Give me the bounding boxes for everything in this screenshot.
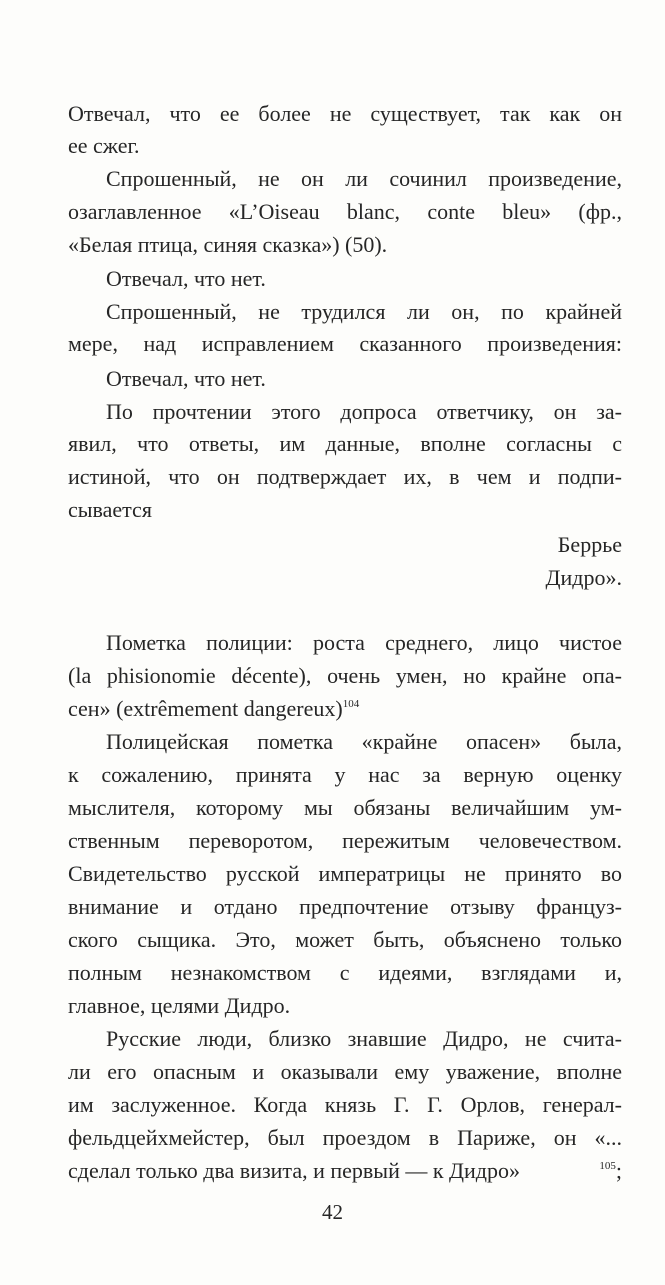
text-line: Спрошенный, не он ли сочинил произведение, — [106, 166, 622, 191]
text-line: озаглавленное «L’Oiseau blanc, conte bleu» (фр., — [68, 199, 622, 224]
text-line: истиной, что он подтверждает их, в чем и подпи- — [68, 464, 622, 489]
text-line: Полицейская пометка «крайне опасен» была, — [106, 729, 622, 754]
text-line: ского сыщика. Это, может быть, объяснено только — [68, 927, 622, 952]
text-line: полным незнакомством с идеями, взглядами и, — [68, 960, 622, 985]
text-line: сывается — [68, 497, 152, 522]
text-line: им заслуженное. Когда князь Г. Г. Орлов, генерал- — [68, 1092, 622, 1117]
text-line: Свидетельство русской императрицы не принято во — [68, 861, 622, 886]
text-line: Отвечал, что ее более не существует, так как он — [68, 101, 622, 126]
text-line: (la phisionomie décente), очень умен, но крайне опа- — [68, 663, 622, 688]
text-line: «Белая птица, синяя сказка») (50). — [68, 232, 388, 257]
text-line: к сожалению, принята у нас за верную оценку — [68, 762, 622, 787]
text-line: фельдцейхмейстер, был проездом в Париже, он «... — [68, 1125, 622, 1150]
footnote-ref: 104 — [342, 698, 360, 710]
text-line: мыслителя, которому мы обязаны величайшим ум- — [68, 795, 622, 820]
text-line: сен» (extrêmement dangereux)$^{104}$ — [68, 696, 360, 721]
page-number: 42 — [322, 1200, 343, 1224]
text-line: Отвечал, что нет. — [106, 366, 266, 391]
text-line: ли его опасным и оказывали ему уважение, вполне — [68, 1059, 622, 1084]
signature-berrier: Беррье — [557, 532, 622, 557]
text-line: внимание и отдано предпочтение отзыву француз- — [68, 894, 622, 919]
text-line: По прочтении этого допроса ответчику, он за- — [106, 399, 622, 424]
text-line: Пометка полиции: роста среднего, лицо чистое — [106, 630, 622, 655]
text-line: явил, что ответы, им данные, вполне согласны с — [68, 431, 622, 456]
text-line: ственным переворотом, пережитым человечеством. — [68, 828, 622, 853]
footnote-ref: 105 — [599, 1160, 616, 1172]
text-line: главное, целями Дидро. — [68, 993, 291, 1018]
text-line: Отвечал, что нет. — [106, 266, 266, 291]
text-line: ее сжег. — [68, 133, 140, 158]
text-line: Спрошенный, не трудился ли он, по крайней — [106, 299, 622, 324]
text-line: Русские люди, близко знавшие Дидро, не счита- — [106, 1026, 622, 1051]
signature-diderot: Дидро». — [545, 565, 622, 590]
text-line: сделал только два визита, и первый — к Дидро» $^{105}$; — [68, 1158, 622, 1183]
text-line: мере, над исправлением сказанного произведения: — [68, 331, 622, 356]
